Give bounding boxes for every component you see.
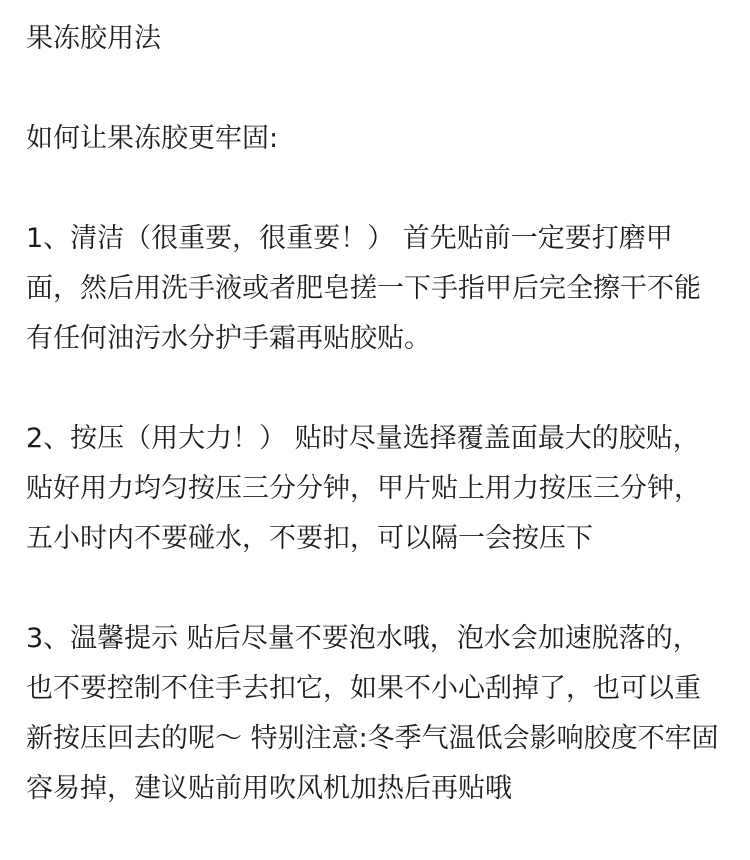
article-subtitle: 如何让果冻胶更牢固: [26,123,279,154]
section-cleaning: 1、清洁（很重要，很重要！） 首先贴前一定要打磨甲面，然后用洗手液或者肥皂搓一下手指甲后完全擦干不能有任何油污水分护手霜再贴胶贴。 [26,223,701,354]
article [26,14,726,814]
spacer [26,364,726,414]
spacer [26,164,726,214]
article-title: 果冻胶用法 [26,23,161,54]
spacer [26,64,726,114]
spacer [26,564,726,614]
section-tips: 3、温馨提示 贴后尽量不要泡水哦，泡水会加速脱落的，也不要控制不住手去扣它，如果不小心刮掉了，也可以重新按压回去的呢〜 特别注意:冬季气温低会影响胶度不牢固容易掉，建议贴前用吹风机加热后再贴哦 [26,623,719,804]
section-pressing: 2、按压（用大力！） 贴时尽量选择覆盖面最大的胶贴，贴好用力均匀按压三分分钟，甲片贴上用力按压三分钟，五小时内不要碰水，不要扣，可以隔一会按压下 [26,423,701,554]
